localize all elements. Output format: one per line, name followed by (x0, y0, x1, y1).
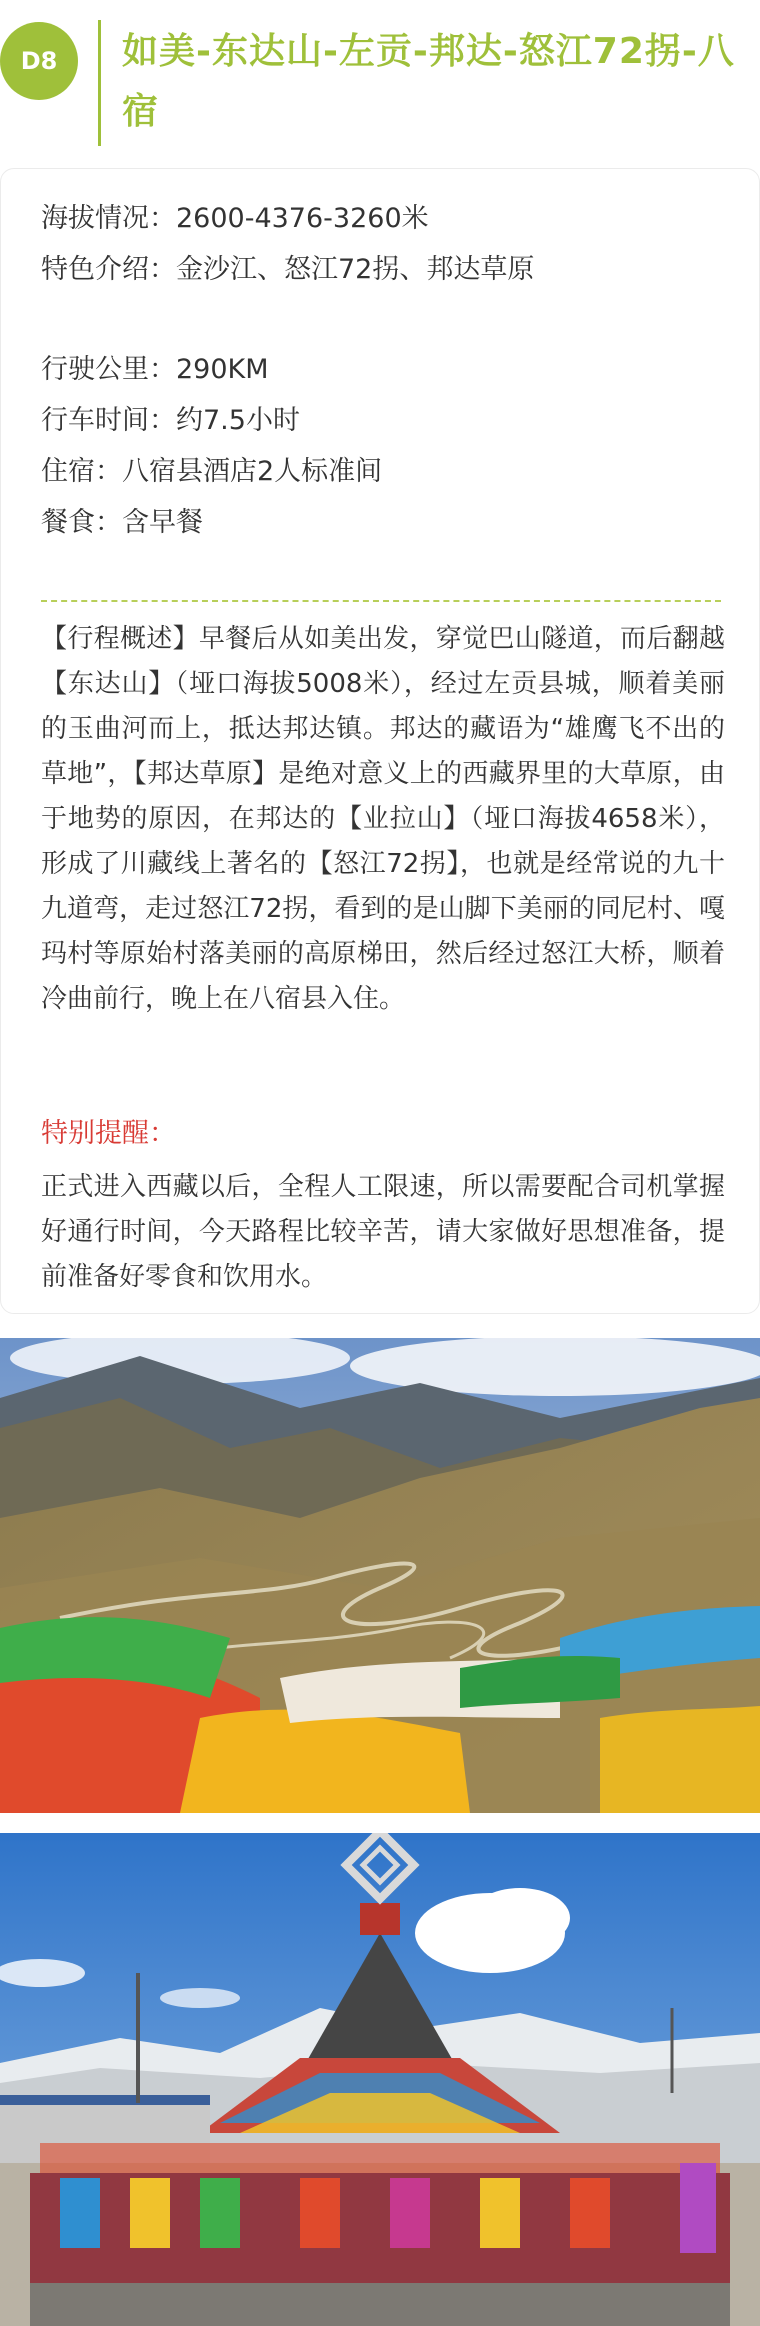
reminder-title: 特别提醒： (41, 1118, 176, 1149)
header-divider-bar (98, 20, 101, 146)
lodging-info: 住宿：八宿县酒店2人标准间 (41, 456, 383, 487)
day-badge: D8 (0, 22, 78, 100)
overview-paragraph: 【行程概述】早餐后从如美出发，穿觉巴山隧道，而后翻越【东达山】（垭口海拔5008米），经过左贡县城，顺着美丽的玉曲河而上，抵达邦达镇。邦达的藏语为“雄鹰飞不出的草地”，【邦达草原】是绝对意义上的西藏界里的大草原，由于地势的原因，在邦达的【业拉山】（垭口海拔4658米），形成了川藏线上著名的【怒江72拐】，也就是经常说的九十九道弯，走过怒江72拐，看到的是山脚下美丽的同尼村、嘎玛村等原始村落美丽的高原梯田，然后经过怒江大桥，顺着冷曲前行，晚上在八宿县入住。 (41, 624, 725, 1014)
photo-nujiang-72-bends (0, 1338, 760, 1813)
pass-monument-group-image (0, 1833, 760, 2326)
mountain-road-image (0, 1338, 760, 1813)
meals-info: 餐食：含早餐 (41, 507, 203, 538)
photo-group-at-pass (0, 1833, 760, 2326)
route-title: 如美-东达山-左贡-邦达-怒江72拐-八宿 (122, 31, 735, 132)
reminder-text: 正式进入西藏以后，全程人工限速，所以需要配合司机掌握好通行时间，今天路程比较辛苦，请大家做好思想准备，提前准备好零食和饮用水。 (41, 1172, 725, 1292)
altitude-info: 海拔情况：2600-4376-3260米 (41, 203, 429, 234)
drive-time-info: 行车时间：约7.5小时 (41, 405, 300, 436)
dashed-divider (41, 600, 721, 602)
highlights-info: 特色介绍：金沙江、怒江72拐、邦达草原 (41, 254, 535, 285)
itinerary-card (0, 168, 760, 1314)
distance-info: 行驶公里：290KM (41, 354, 269, 385)
day-header (0, 0, 760, 150)
